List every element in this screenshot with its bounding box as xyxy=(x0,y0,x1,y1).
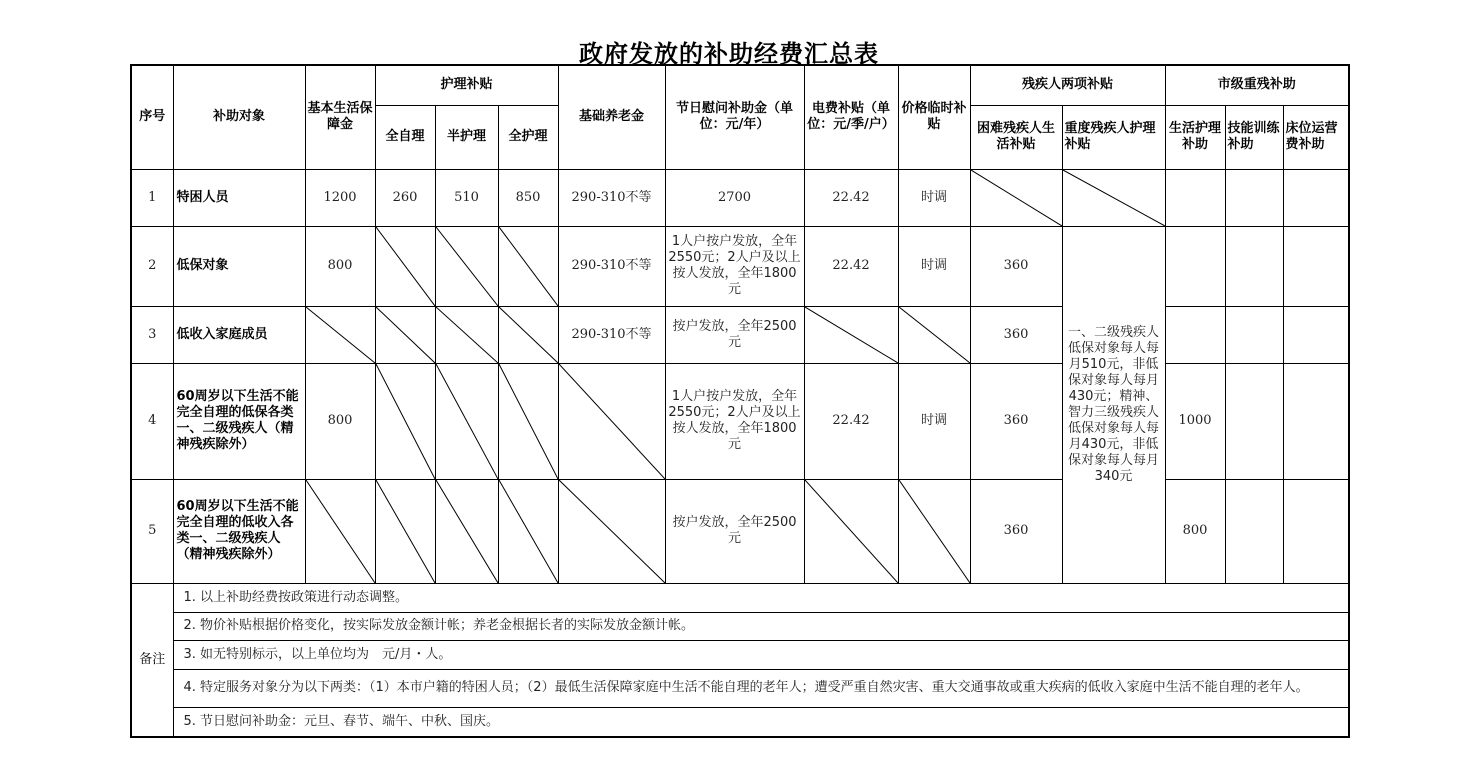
table-row xyxy=(131,226,1349,306)
cell-price: 时调 xyxy=(898,226,970,306)
header-disabled-living: 困难残疾人生活补贴 xyxy=(970,105,1062,169)
cell-empty-diagonal xyxy=(804,306,898,363)
diagonal-slash xyxy=(499,364,558,479)
cell-empty-diagonal xyxy=(375,306,435,363)
cell-empty-diagonal xyxy=(1062,169,1165,226)
cell-city-nursing xyxy=(1165,169,1225,226)
cell-pension: 290-310不等 xyxy=(558,306,665,363)
header-disabled-severe: 重度残疾人护理补贴 xyxy=(1062,105,1165,169)
diagonal-slash xyxy=(559,480,665,583)
note-item: 2. 物价补贴根据价格变化，按实际发放金额计帐；养老金根据长者的实际发放金额计帐。 xyxy=(173,612,1349,640)
row-seq: 3 xyxy=(131,306,173,363)
diagonal-slash xyxy=(899,307,970,363)
note-item: 3. 如无特别标示，以上单位均为 元/月・人。 xyxy=(173,640,1349,669)
header-city: 市级重残补助 xyxy=(1165,65,1349,105)
cell-price: 时调 xyxy=(898,363,970,479)
cell-holiday: 按户发放，全年2500元 xyxy=(665,306,804,363)
cell-empty-diagonal xyxy=(305,306,375,363)
diagonal-slash xyxy=(376,480,435,583)
diagonal-slash xyxy=(376,307,435,363)
header-city-skill: 技能训练补助 xyxy=(1225,105,1283,169)
cell-holiday: 1人户按户发放，全年2550元；2人户及以上按人发放，全年1800元 xyxy=(665,226,804,306)
diagonal-slash xyxy=(306,307,375,363)
cell-disabled-living: 360 xyxy=(970,479,1062,583)
header-basic: 基本生活保障金 xyxy=(305,65,375,169)
cell-electric: 22.42 xyxy=(804,169,898,226)
cell-empty-diagonal xyxy=(435,226,498,306)
header-holiday: 节日慰问补助金（单位：元/年） xyxy=(665,65,804,169)
cell-price: 时调 xyxy=(898,169,970,226)
cell-electric: 22.42 xyxy=(804,363,898,479)
cell-basic: 800 xyxy=(305,363,375,479)
header-nursing-half: 半护理 xyxy=(435,105,498,169)
page-title: 政府发放的补助经费汇总表 xyxy=(579,40,879,68)
diagonal-slash xyxy=(499,307,558,363)
table-row xyxy=(131,363,1349,479)
row-seq: 4 xyxy=(131,363,173,479)
diagonal-slash xyxy=(1063,170,1165,226)
diagonal-slash xyxy=(499,227,558,306)
diagonal-slash xyxy=(805,480,898,583)
cell-city-nursing: 1000 xyxy=(1165,363,1225,479)
cell-empty-diagonal xyxy=(435,306,498,363)
cell-basic: 1200 xyxy=(305,169,375,226)
header-nursing-full: 全护理 xyxy=(498,105,558,169)
cell-city-nursing xyxy=(1165,306,1225,363)
row-seq: 2 xyxy=(131,226,173,306)
cell-empty-diagonal xyxy=(558,479,665,583)
cell-empty-diagonal xyxy=(375,363,435,479)
cell-city-skill xyxy=(1225,169,1283,226)
cell-basic: 800 xyxy=(305,226,375,306)
cell-electric: 22.42 xyxy=(804,226,898,306)
diagonal-slash xyxy=(436,227,498,306)
table-row xyxy=(131,306,1349,363)
header-city-bed: 床位运营费补助 xyxy=(1283,105,1349,169)
diagonal-slash xyxy=(436,480,498,583)
row-target: 60周岁以下生活不能完全自理的低保各类一、二级残疾人（精神残疾除外） xyxy=(173,363,305,479)
cell-city-skill xyxy=(1225,226,1283,306)
row-target: 特困人员 xyxy=(173,169,305,226)
table-row xyxy=(131,169,1349,226)
diagonal-slash xyxy=(306,480,375,583)
diagonal-slash xyxy=(376,227,435,306)
header-price: 价格临时补贴 xyxy=(898,65,970,169)
cell-disabled-living: 360 xyxy=(970,226,1062,306)
cell-city-nursing: 800 xyxy=(1165,479,1225,583)
cell-city-skill xyxy=(1225,479,1283,583)
cell-disabled-living: 360 xyxy=(970,363,1062,479)
header-city-nursing: 生活护理补助 xyxy=(1165,105,1225,169)
diagonal-slash xyxy=(436,364,498,479)
cell-nursing-half: 510 xyxy=(435,169,498,226)
cell-holiday: 1人户按户发放，全年2550元；2人户及以上按人发放，全年1800元 xyxy=(665,363,804,479)
header-nursing-self: 全自理 xyxy=(375,105,435,169)
header-disabled-two: 残疾人两项补贴 xyxy=(970,65,1165,105)
cell-pension: 290-310不等 xyxy=(558,226,665,306)
cell-city-skill xyxy=(1225,363,1283,479)
cell-empty-diagonal xyxy=(305,479,375,583)
diagonal-slash xyxy=(971,170,1062,226)
cell-city-nursing xyxy=(1165,226,1225,306)
row-target: 低收入家庭成员 xyxy=(173,306,305,363)
header-nursing: 护理补贴 xyxy=(375,65,558,105)
cell-empty-diagonal xyxy=(498,306,558,363)
row-seq: 5 xyxy=(131,479,173,583)
cell-city-bed xyxy=(1283,479,1349,583)
subsidy-summary-table xyxy=(130,64,1350,738)
cell-city-bed xyxy=(1283,169,1349,226)
cell-empty-diagonal xyxy=(804,479,898,583)
cell-empty-diagonal xyxy=(498,226,558,306)
cell-empty-diagonal xyxy=(558,363,665,479)
cell-disabled-living: 360 xyxy=(970,306,1062,363)
cell-empty-diagonal xyxy=(898,479,970,583)
cell-empty-diagonal xyxy=(898,306,970,363)
notes-label: 备注 xyxy=(131,583,173,737)
row-target: 60周岁以下生活不能完全自理的低收入各类一、二级残疾人（精神残疾除外） xyxy=(173,479,305,583)
diagonal-slash xyxy=(559,364,665,479)
header-target: 补助对象 xyxy=(173,65,305,169)
header-electric: 电费补贴（单位：元/季/户） xyxy=(804,65,898,169)
diagonal-slash xyxy=(499,480,558,583)
header-seq: 序号 xyxy=(131,65,173,169)
note-item: 4. 特定服务对象分为以下两类：（1）本市户籍的特困人员；（2）最低生活保障家庭中生活不能自理的老年人；遭受严重自然灾害、重大交通事故或重大疾病的低收入家庭中生活不能自理的老年人。 xyxy=(173,669,1349,707)
row-target: 低保对象 xyxy=(173,226,305,306)
cell-disabled-severe-merged: 一、二级残疾人低保对象每人每月510元，非低保对象每人每月430元；精神、智力三级残疾人低保对象每人每月430元，非低保对象每人每月340元 xyxy=(1062,226,1165,583)
diagonal-slash xyxy=(436,307,498,363)
diagonal-slash xyxy=(376,364,435,479)
cell-empty-diagonal xyxy=(375,226,435,306)
header-pension: 基础养老金 xyxy=(558,65,665,169)
cell-nursing-self: 260 xyxy=(375,169,435,226)
cell-empty-diagonal xyxy=(498,479,558,583)
row-seq: 1 xyxy=(131,169,173,226)
cell-holiday: 2700 xyxy=(665,169,804,226)
diagonal-slash xyxy=(805,307,898,363)
cell-empty-diagonal xyxy=(498,363,558,479)
cell-city-skill xyxy=(1225,306,1283,363)
cell-pension: 290-310不等 xyxy=(558,169,665,226)
cell-city-bed xyxy=(1283,363,1349,479)
note-item: 1. 以上补助经费按政策进行动态调整。 xyxy=(173,583,1349,612)
cell-empty-diagonal xyxy=(375,479,435,583)
cell-empty-diagonal xyxy=(435,363,498,479)
cell-city-bed xyxy=(1283,306,1349,363)
cell-city-bed xyxy=(1283,226,1349,306)
cell-nursing-full: 850 xyxy=(498,169,558,226)
cell-empty-diagonal xyxy=(970,169,1062,226)
cell-holiday: 按户发放，全年2500元 xyxy=(665,479,804,583)
table-row xyxy=(131,479,1349,583)
diagonal-slash xyxy=(899,480,970,583)
cell-empty-diagonal xyxy=(435,479,498,583)
note-item: 5. 节日慰问补助金：元旦、春节、端午、中秋、国庆。 xyxy=(173,707,1349,737)
